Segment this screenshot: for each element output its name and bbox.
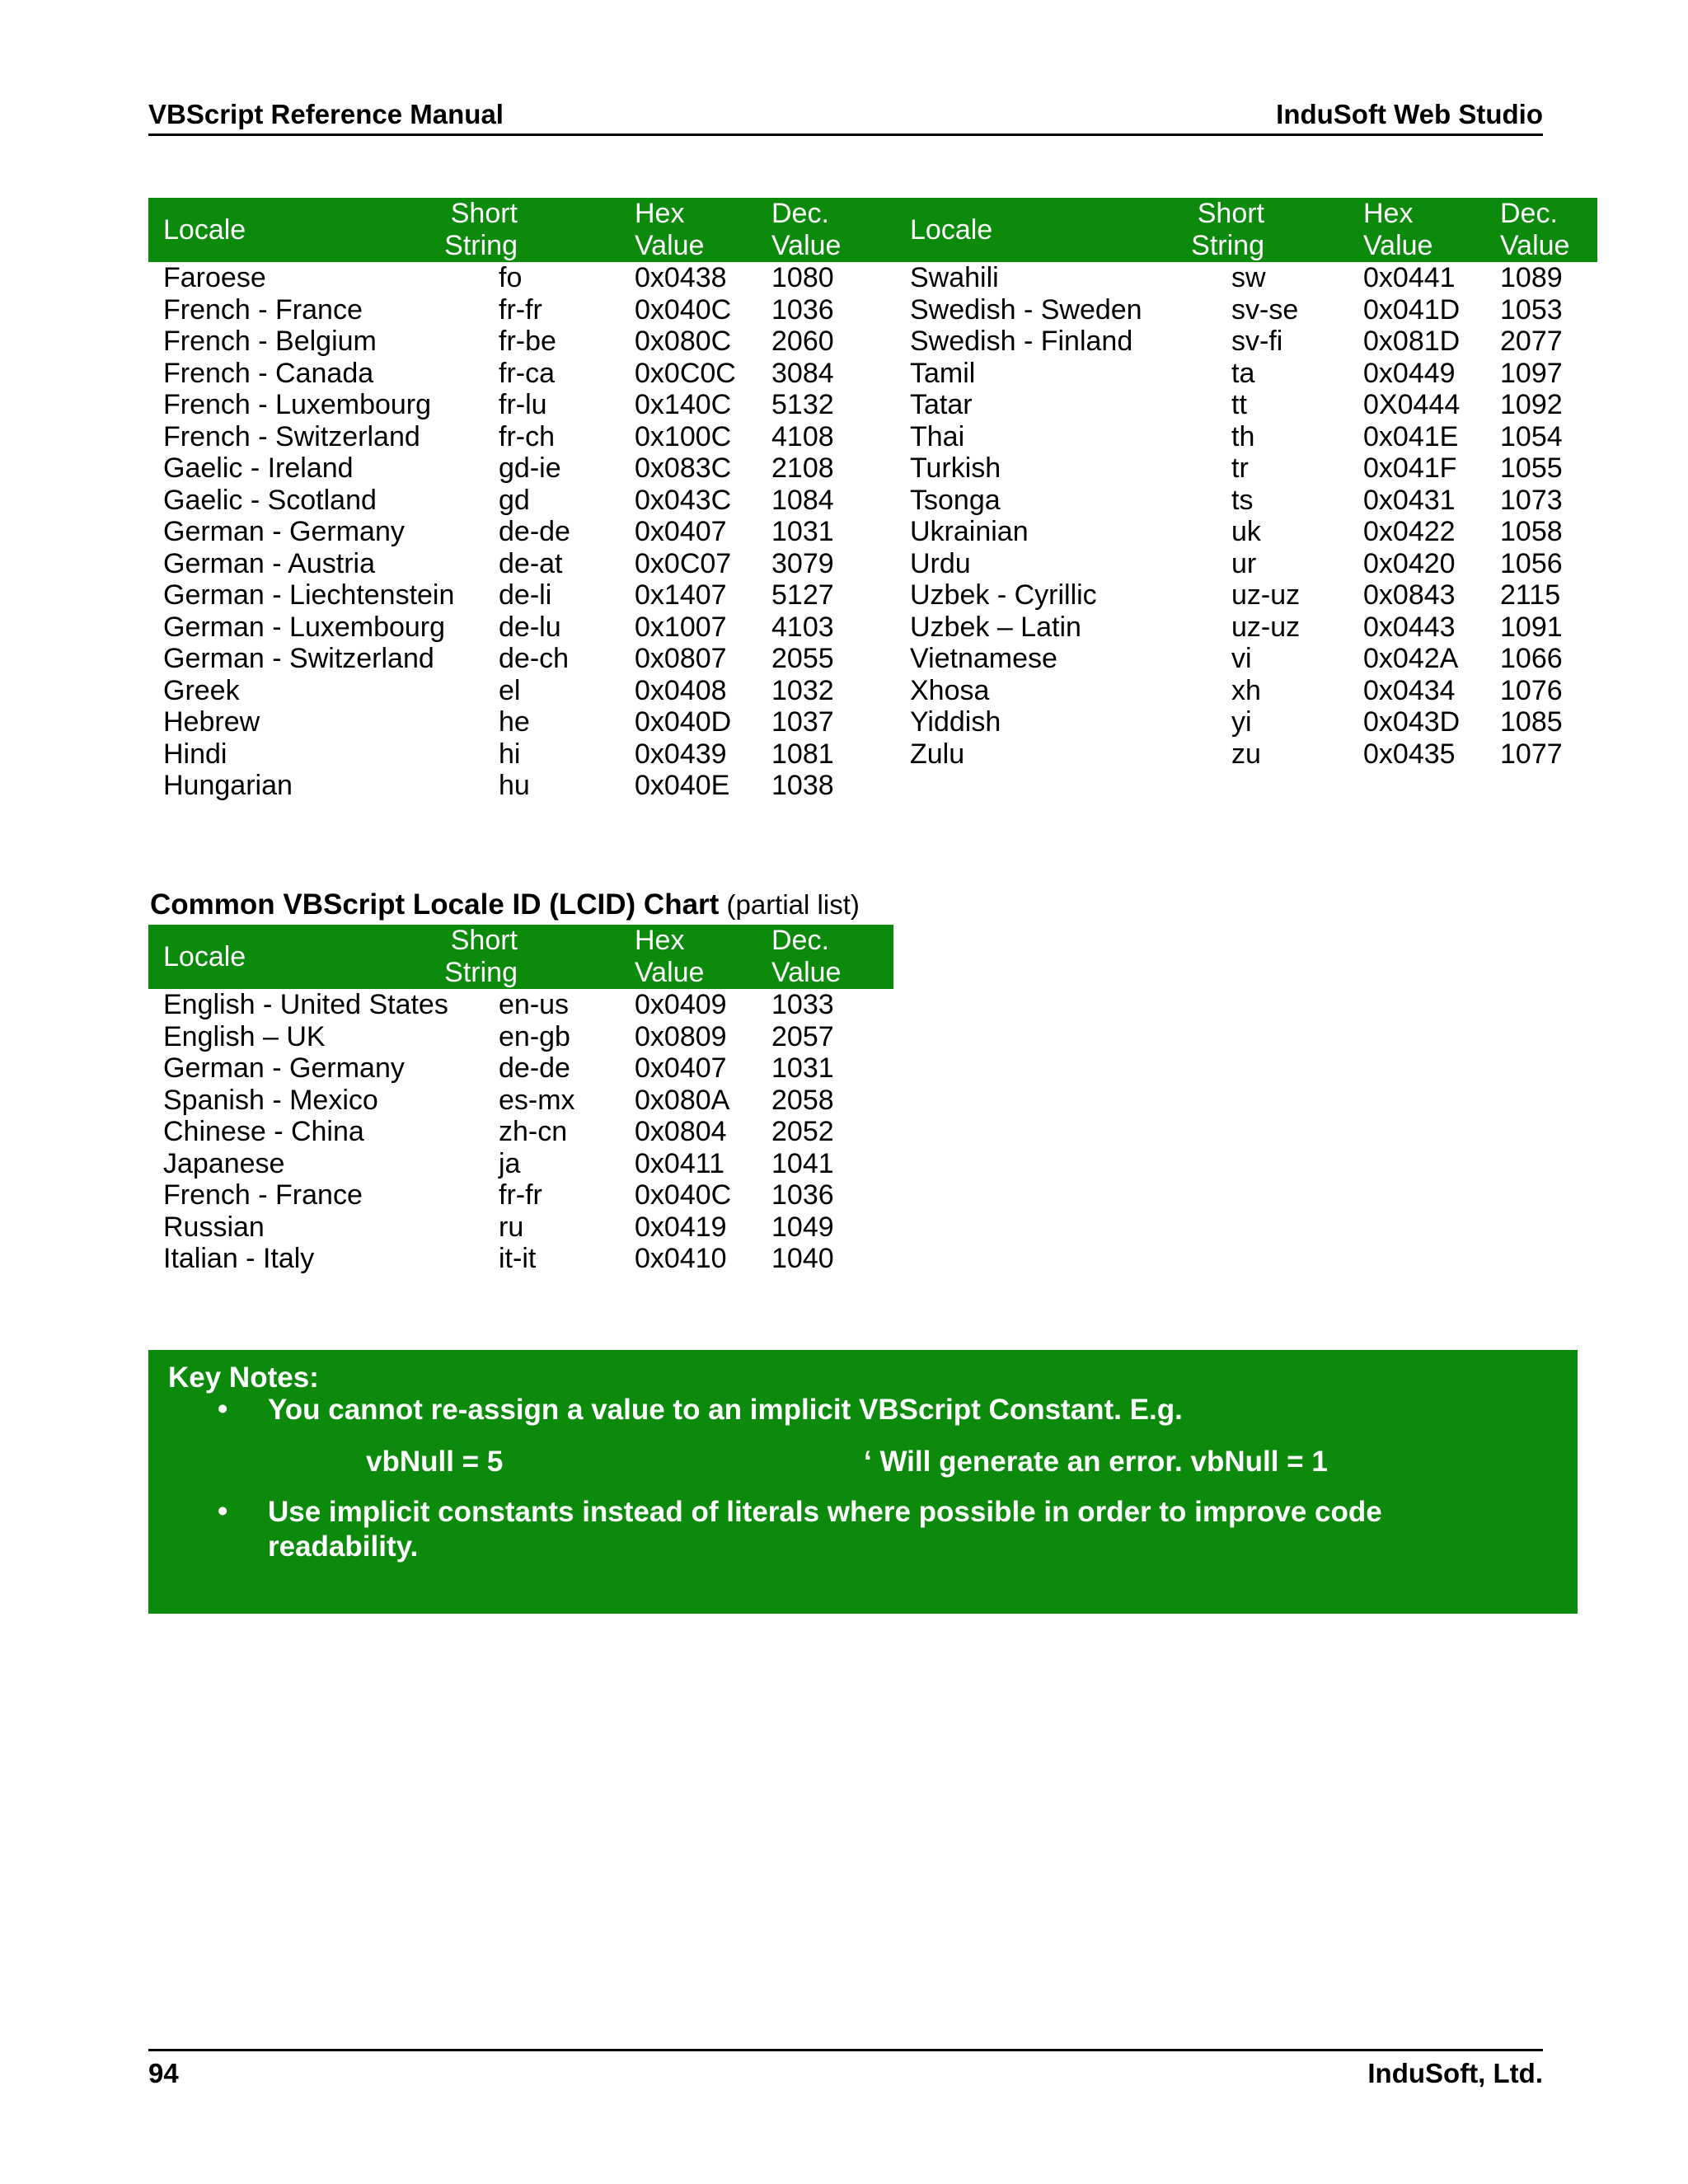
cell-dec-value: 1037 — [771, 706, 834, 738]
cell-hex-value: 0x041E — [1363, 420, 1459, 452]
cell-hex-value: 0x080A — [635, 1084, 730, 1116]
cell-dec-value: 2052 — [771, 1116, 834, 1147]
cell-dec-value: 2055 — [771, 643, 834, 674]
cell-hex-value: 0x040C — [635, 293, 732, 326]
cell-short-string: ru — [499, 1211, 524, 1243]
cell-short-string: zh-cn — [499, 1116, 568, 1147]
cell-short-string: hi — [499, 738, 521, 770]
cell-short-string: fr-fr — [499, 1179, 542, 1211]
cell-hex-value: 0x140C — [635, 389, 732, 420]
table-header — [148, 925, 893, 989]
cell-locale: Hindi — [163, 738, 227, 770]
cell-dec-value: 1081 — [771, 738, 834, 770]
cell-hex-value: 0x043C — [635, 484, 732, 516]
cell-dec-value: 1097 — [1500, 357, 1563, 389]
manual-title: VBScript Reference Manual — [148, 99, 504, 129]
cell-hex-value: 0x041D — [1363, 293, 1461, 326]
cell-short-string: tr — [1231, 452, 1249, 484]
cell-short-string: he — [499, 706, 530, 738]
cell-locale: Zulu — [910, 738, 965, 770]
key-notes-box — [148, 1350, 1578, 1614]
cell-hex-value: 0x0419 — [635, 1211, 727, 1243]
cell-dec-value: 1040 — [771, 1243, 834, 1274]
cell-short-string: de-ch — [499, 643, 570, 674]
cell-hex-value: 0x0409 — [635, 989, 727, 1020]
cell-locale: Chinese - China — [163, 1116, 364, 1147]
header-hex: Hex Value — [635, 198, 705, 261]
cell-short-string: uz-uz — [1231, 579, 1301, 611]
cell-dec-value: 1066 — [1500, 643, 1563, 674]
cell-dec-value: 1036 — [771, 293, 834, 326]
cell-locale: Russian — [163, 1211, 265, 1243]
table-header — [892, 198, 1597, 262]
cell-hex-value: 0x0411 — [635, 1147, 725, 1179]
cell-short-string: yi — [1231, 706, 1252, 738]
cell-short-string: de-de — [499, 1052, 570, 1084]
cell-hex-value: 0x0804 — [635, 1116, 727, 1147]
cell-short-string: fr-lu — [499, 389, 547, 420]
header-dec: Dec. Value — [771, 925, 842, 988]
cell-dec-value: 1085 — [1500, 706, 1563, 738]
cell-locale: Xhosa — [910, 674, 990, 706]
cell-short-string: en-us — [499, 989, 570, 1020]
cell-locale: Spanish - Mexico — [163, 1084, 378, 1116]
cell-dec-value: 3079 — [771, 547, 834, 579]
cell-dec-value: 1033 — [771, 989, 834, 1020]
cell-short-string: uk — [1231, 516, 1261, 547]
cell-locale: German - Luxembourg — [163, 611, 446, 643]
cell-locale: Gaelic - Scotland — [163, 484, 377, 516]
table-header — [148, 198, 892, 262]
cell-locale: Tatar — [910, 389, 973, 420]
cell-short-string: de-li — [499, 579, 552, 611]
header-short: Short String — [444, 925, 518, 988]
cell-hex-value: 0x0C07 — [635, 547, 732, 579]
bullet-icon: • — [218, 1393, 228, 1425]
cell-hex-value: 0x042A — [1363, 643, 1459, 674]
header-hex: Hex Value — [1363, 198, 1433, 261]
cell-hex-value: 0x083C — [635, 452, 732, 484]
header-dec: Dec. Value — [1500, 198, 1570, 261]
cell-dec-value: 5132 — [771, 389, 834, 420]
header-locale: Locale — [163, 941, 246, 972]
cell-dec-value: 1055 — [1500, 452, 1563, 484]
cell-dec-value: 1031 — [771, 516, 834, 547]
cell-hex-value: 0x040E — [635, 770, 730, 801]
cell-locale: Tamil — [910, 357, 976, 389]
cell-locale: French - Switzerland — [163, 420, 420, 452]
cell-dec-value: 1049 — [771, 1211, 834, 1243]
key-notes-title: Key Notes: — [168, 1361, 319, 1394]
cell-dec-value: 2057 — [771, 1020, 834, 1052]
page-header — [148, 97, 1543, 136]
cell-dec-value: 4103 — [771, 611, 834, 643]
header-locale: Locale — [910, 214, 993, 246]
cell-short-string: tt — [1231, 389, 1247, 420]
page-footer — [148, 2049, 1543, 2088]
cell-hex-value: 0x0449 — [1363, 357, 1456, 389]
cell-hex-value: 0x0809 — [635, 1020, 727, 1052]
cell-short-string: hu — [499, 770, 530, 801]
cell-hex-value: 0x0407 — [635, 516, 727, 547]
cell-hex-value: 0x081D — [1363, 326, 1461, 357]
chart-title-suffix: (partial list) — [719, 889, 860, 920]
cell-hex-value: 0x040D — [635, 706, 732, 738]
cell-locale: Gaelic - Ireland — [163, 452, 354, 484]
cell-hex-value: 0x1007 — [635, 611, 727, 643]
cell-short-string: fo — [499, 262, 523, 293]
cell-hex-value: 0x0441 — [1363, 262, 1456, 293]
product-name: InduSoft Web Studio — [1276, 99, 1543, 129]
cell-locale: Uzbek - Cyrillic — [910, 579, 1097, 611]
cell-short-string: gd — [499, 484, 530, 516]
cell-locale: German - Germany — [163, 516, 405, 547]
chart-title-main: Common VBScript Locale ID (LCID) Chart — [150, 888, 720, 921]
cell-locale: Swedish - Sweden — [910, 293, 1142, 326]
cell-locale: Hebrew — [163, 706, 260, 738]
cell-hex-value: 0x080C — [635, 326, 732, 357]
cell-short-string: zu — [1231, 738, 1261, 770]
cell-hex-value: 0x0410 — [635, 1243, 727, 1274]
cell-dec-value: 2058 — [771, 1084, 834, 1116]
cell-locale: Yiddish — [910, 706, 1001, 738]
cell-locale: Thai — [910, 420, 965, 452]
cell-locale: German - Liechtenstein — [163, 579, 455, 611]
cell-short-string: th — [1231, 420, 1255, 452]
cell-short-string: fr-fr — [499, 293, 542, 326]
cell-short-string: xh — [1231, 674, 1261, 706]
cell-hex-value: 0x0C0C — [635, 357, 736, 389]
cell-dec-value: 1076 — [1500, 674, 1563, 706]
cell-hex-value: 0x0438 — [635, 262, 727, 293]
cell-locale: German - Switzerland — [163, 643, 434, 674]
cell-dec-value: 3084 — [771, 357, 834, 389]
cell-dec-value: 1080 — [771, 262, 834, 293]
cell-locale: German - Austria — [163, 547, 375, 579]
cell-locale: English – UK — [163, 1020, 326, 1052]
cell-dec-value: 1058 — [1500, 516, 1563, 547]
cell-locale: French - Belgium — [163, 326, 377, 357]
cell-locale: Hungarian — [163, 770, 293, 801]
note-text: Use implicit constants instead of literals where possible in order to improve code readability. — [268, 1496, 1382, 1563]
cell-hex-value: 0x0439 — [635, 738, 727, 770]
cell-short-string: de-lu — [499, 611, 561, 643]
common-chart-title — [150, 888, 860, 921]
header-short: Short String — [444, 198, 518, 261]
cell-dec-value: 5127 — [771, 579, 834, 611]
cell-dec-value: 1041 — [771, 1147, 834, 1179]
cell-dec-value: 1077 — [1500, 738, 1563, 770]
cell-short-string: sw — [1231, 262, 1266, 293]
cell-dec-value: 2077 — [1500, 326, 1563, 357]
cell-hex-value: 0x0435 — [1363, 738, 1456, 770]
cell-dec-value: 1038 — [771, 770, 834, 801]
header-locale: Locale — [163, 214, 246, 246]
cell-locale: Italian - Italy — [163, 1243, 315, 1274]
cell-locale: Swahili — [910, 262, 999, 293]
code-comment: ‘ Will generate an error. vbNull = 1 — [864, 1446, 1328, 1478]
cell-locale: Urdu — [910, 547, 971, 579]
cell-hex-value: 0x0407 — [635, 1052, 727, 1084]
cell-short-string: en-gb — [499, 1020, 570, 1052]
cell-dec-value: 1032 — [771, 674, 834, 706]
cell-dec-value: 1091 — [1500, 611, 1563, 643]
cell-short-string: fr-ch — [499, 420, 555, 452]
page-number: 94 — [148, 2058, 179, 2088]
cell-locale: Swedish - Finland — [910, 326, 1133, 357]
cell-dec-value: 4108 — [771, 420, 834, 452]
company-name: InduSoft, Ltd. — [1367, 2058, 1543, 2088]
cell-dec-value: 1089 — [1500, 262, 1563, 293]
cell-hex-value: 0X0444 — [1363, 389, 1461, 420]
cell-short-string: el — [499, 674, 521, 706]
cell-short-string: sv-se — [1231, 293, 1299, 326]
cell-hex-value: 0x040C — [635, 1179, 732, 1211]
cell-hex-value: 0x0443 — [1363, 611, 1456, 643]
cell-short-string: ts — [1231, 484, 1254, 516]
cell-dec-value: 1031 — [771, 1052, 834, 1084]
cell-hex-value: 0x0807 — [635, 643, 727, 674]
cell-locale: German - Germany — [163, 1052, 405, 1084]
cell-dec-value: 1073 — [1500, 484, 1563, 516]
cell-locale: Faroese — [163, 262, 266, 293]
cell-locale: Turkish — [910, 452, 1001, 484]
cell-short-string: fr-be — [499, 326, 556, 357]
cell-locale: Vietnamese — [910, 643, 1057, 674]
cell-hex-value: 0x043D — [1363, 706, 1461, 738]
cell-locale: French - Luxembourg — [163, 389, 432, 420]
cell-dec-value: 1036 — [771, 1179, 834, 1211]
cell-hex-value: 0x100C — [635, 420, 732, 452]
cell-short-string: ja — [499, 1147, 521, 1179]
cell-short-string: ta — [1231, 357, 1255, 389]
cell-dec-value: 1084 — [771, 484, 834, 516]
cell-short-string: sv-fi — [1231, 326, 1283, 357]
cell-short-string: it-it — [499, 1243, 537, 1274]
cell-hex-value: 0x0843 — [1363, 579, 1456, 611]
cell-short-string: ur — [1231, 547, 1257, 579]
cell-locale: French - Canada — [163, 357, 374, 389]
cell-hex-value: 0x0422 — [1363, 516, 1456, 547]
header-dec: Dec. Value — [771, 198, 842, 261]
cell-locale: Uzbek – Latin — [910, 611, 1081, 643]
cell-dec-value: 2060 — [771, 326, 834, 357]
bullet-icon: • — [218, 1495, 228, 1527]
cell-locale: French - France — [163, 293, 363, 326]
cell-hex-value: 0x0434 — [1363, 674, 1456, 706]
cell-locale: Ukrainian — [910, 516, 1029, 547]
cell-hex-value: 0x0431 — [1363, 484, 1456, 516]
cell-short-string: fr-ca — [499, 357, 555, 389]
code-example: vbNull = 5 — [366, 1446, 504, 1478]
cell-short-string: uz-uz — [1231, 611, 1301, 643]
cell-hex-value: 0x041F — [1363, 452, 1457, 484]
cell-locale: Tsonga — [910, 484, 1001, 516]
note-text: You cannot re-assign a value to an implicit VBScript Constant. E.g. — [268, 1394, 1183, 1426]
cell-dec-value: 1056 — [1500, 547, 1563, 579]
cell-short-string: de-de — [499, 516, 570, 547]
cell-short-string: es-mx — [499, 1084, 575, 1116]
cell-locale: Greek — [163, 674, 240, 706]
header-hex: Hex Value — [635, 925, 705, 988]
cell-locale: Japanese — [163, 1147, 285, 1179]
cell-dec-value: 2115 — [1500, 579, 1561, 611]
cell-short-string: gd-ie — [499, 452, 561, 484]
cell-short-string: de-at — [499, 547, 563, 579]
cell-locale: English - United States — [163, 989, 448, 1020]
cell-short-string: vi — [1231, 643, 1252, 674]
cell-hex-value: 0x1407 — [635, 579, 727, 611]
cell-dec-value: 1053 — [1500, 293, 1563, 326]
cell-dec-value: 2108 — [771, 452, 834, 484]
cell-hex-value: 0x0420 — [1363, 547, 1456, 579]
cell-locale: French - France — [163, 1179, 363, 1211]
header-short: Short String — [1191, 198, 1264, 261]
cell-hex-value: 0x0408 — [635, 674, 727, 706]
cell-dec-value: 1054 — [1500, 420, 1563, 452]
cell-dec-value: 1092 — [1500, 389, 1563, 420]
